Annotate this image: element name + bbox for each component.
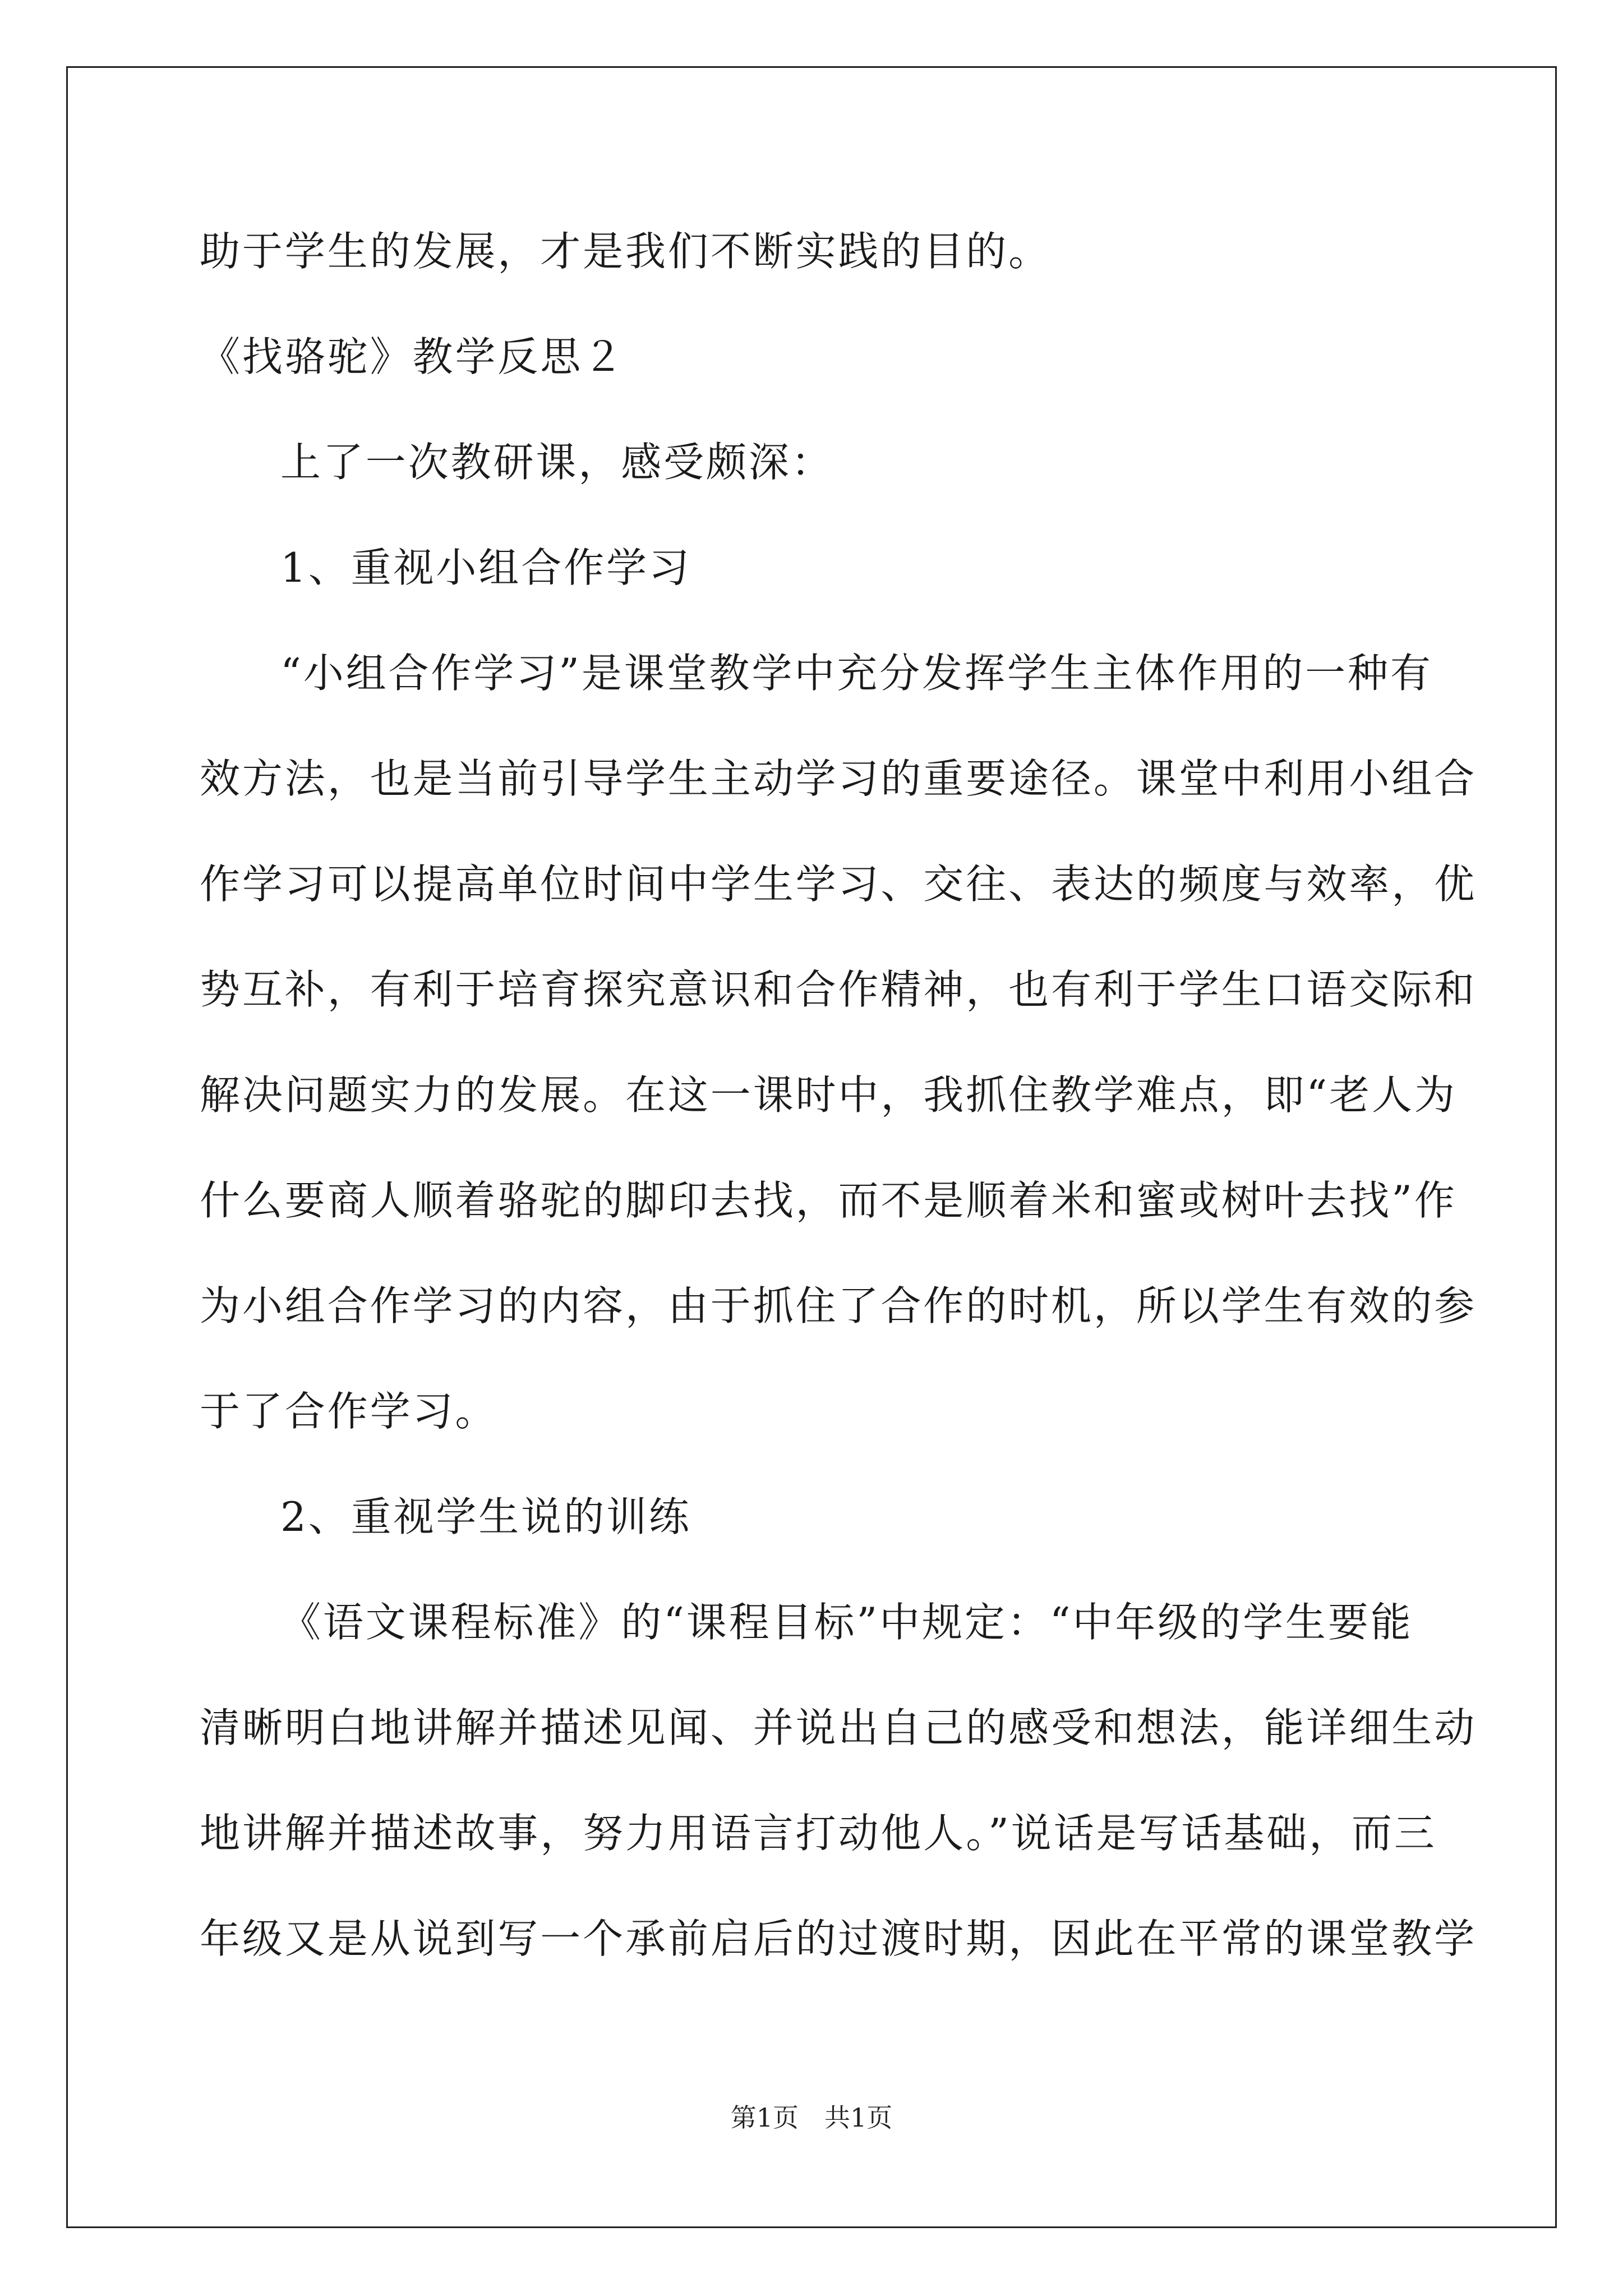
text-line: 为小组合作学习的内容，由于抓住了合作的时机，所以学生有效的参: [200, 1282, 1477, 1329]
text-line: 《语文课程标准》的“课程目标”中规定：“中年级的学生要能: [280, 1599, 1413, 1646]
text-line: 年级又是从说到写一个承前启后的过渡时期，因此在平常的课堂教学: [200, 1915, 1477, 1962]
text-line: 解决问题实力的发展。在这一课时中，我抓住教学难点，即“老人为: [200, 1071, 1457, 1119]
text-line: 势互补，有利于培育探究意识和合作精神，也有利于学生口语交际和: [200, 966, 1477, 1013]
text-line: 清晰明白地讲解并描述见闻、并说出自己的感受和想法，能详细生动: [200, 1704, 1477, 1751]
page-number-footer: 第1页 共1页: [730, 2102, 893, 2133]
text-line: 作学习可以提高单位时间中学生学习、交往、表达的频度与效率，优: [200, 861, 1477, 908]
text-line: 于了合作学习。: [200, 1388, 498, 1435]
section-heading: 1、重视小组合作学习: [280, 544, 691, 591]
text-line: 什么要商人顺着骆驼的脚印去找，而不是顺着米和蜜或树叶去找”作: [200, 1177, 1457, 1224]
page-border: [66, 66, 1557, 2228]
text-line: 助于学生的发展，才是我们不断实践的目的。: [200, 228, 1052, 275]
text-line: 上了一次教研课，感受颇深：: [280, 439, 834, 486]
text-line: 地讲解并描述故事，努力用语言打动他人。”说话是写话基础，而三: [200, 1810, 1437, 1857]
text-line: 效方法，也是当前引导学生主动学习的重要途径。课堂中利用小组合: [200, 755, 1477, 802]
section-title: 《找骆驼》教学反思２: [200, 333, 626, 380]
text-line: “小组合作学习”是课堂教学中充分发挥学生主体作用的一种有: [280, 650, 1433, 697]
section-heading: 2、重视学生说的训练: [280, 1493, 691, 1540]
